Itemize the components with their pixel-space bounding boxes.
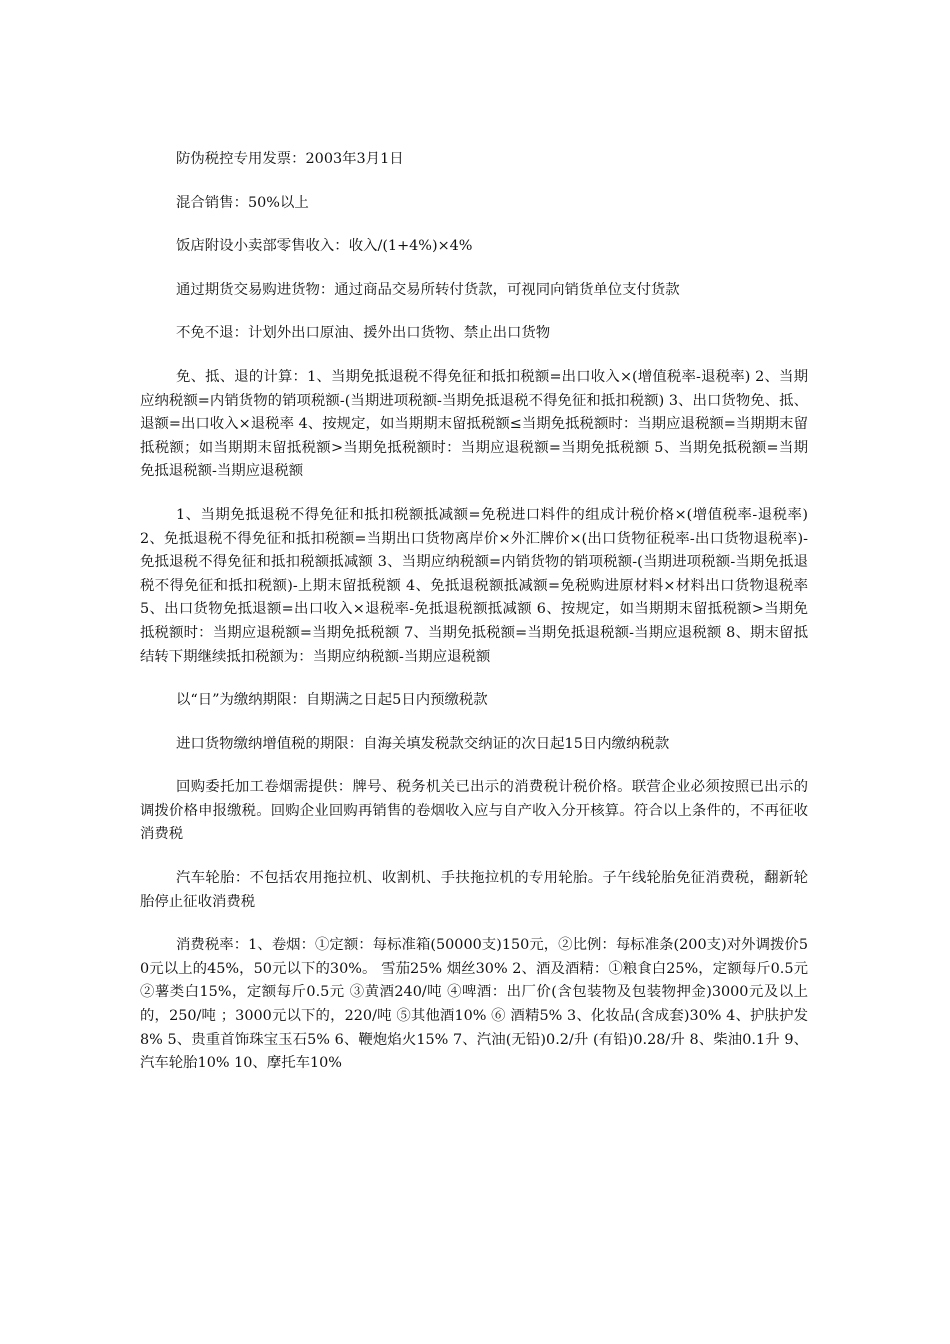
document-body bbox=[140, 148, 808, 1096]
paragraph-car-tires: 汽车轮胎：不包括农用拖拉机、收割机、手扶拖拉机的专用轮胎。子午线轮胎免征消费税，翻新轮胎停止征收消费税 bbox=[140, 870, 808, 910]
paragraph-exemption-calculation: 免、抵、退的计算：1、当期免抵退税不得免征和抵扣税额=出口收入×(增值税率-退税率) 2、当期应纳税额=内销货物的销项税额-(当期进项税额-当期免抵退税不得免征和抵扣税额) 3、出口货物免、抵、退额=出口收入×退税率 4、按规定，如当期期末留抵税额≤当期免抵税额时：当期应退税额=当期期末留抵税额；如当期期末留抵税额>当期免抵税额时：当期应退税额=当期免抵税额 5、当期免抵税额=当期免抵退税额-当期应退税额 bbox=[140, 368, 808, 480]
paragraph-offset-calculation: 1、当期免抵退税不得免征和抵扣税额抵减额=免税进口料件的组成计税价格×(增值税率-退税率) 2、免抵退税不得免征和抵扣税额=当期出口货物离岸价×外汇牌价×(出口货物征税率-出口货物退税率)-免抵退税不得免征和抵扣税额抵减额 3、当期应纳税额=内销货物的销项税额-(当期进项税额-当期免抵退税不得免征和抵扣税额)-上期末留抵税额 4、免抵退税额抵减额=免税购进原材料×材料出口货物退税率 5、出口货物免抵退额=出口收入×退税率-免抵退税额抵减额 6、按规定，如当期期末留抵税额>当期免抵税额时：当期应退税额=当期免抵税额 7、当期免抵税额=当期免抵退税额-当期应退税额 8、期末留抵结转下期继续抵扣税额为：当期应纳税额-当期应退税额 bbox=[140, 506, 808, 665]
paragraph-futures-purchase: 通过期货交易购进货物：通过商品交易所转付货款，可视同向销货单位支付货款 bbox=[176, 281, 680, 298]
paragraph-cigarette-buyback: 回购委托加工卷烟需提供：牌号、税务机关已出示的消费税计税价格。联营企业必须按照已出示的调拨价格申报缴税。回购企业回购再销售的卷烟收入应与自产收入分开核算。符合以上条件的，不再征收消费税 bbox=[140, 779, 808, 843]
paragraph-invoice-date: 防伪税控专用发票：2003年3月1日 bbox=[176, 151, 404, 167]
paragraph-no-exemption: 不免不退：计划外出口原油、援外出口货物、禁止出口货物 bbox=[176, 325, 551, 342]
paragraph-daily-payment: 以“日”为缴纳期限：自期满之日起5日内预缴税款 bbox=[176, 692, 488, 709]
paragraph-import-vat-deadline: 进口货物缴纳增值税的期限：自海关填发税款交纳证的次日起15日内缴纳税款 bbox=[176, 735, 670, 752]
paragraph-restaurant-shop: 饭店附设小卖部零售收入：收入/(1+4%)×4% bbox=[176, 238, 473, 255]
paragraph-mixed-sales: 混合销售：50%以上 bbox=[176, 194, 309, 211]
paragraph-consumption-tax-rates: 消费税率：1、卷烟：①定额：每标准箱(50000支)150元，②比例：每标准条(200支)对外调拨价50元以上的45%，50元以下的30%。 雪茄25% 烟丝30% 2、酒及酒精：①粮食白25%，定额每斤0.5元 ②薯类白15%，定额每斤0.5元 ③黄酒240/吨 ④啤酒：出厂价(含包装物及包装物押金)3000元及以上的，250/吨 ；3000元以下的，220/吨 ⑤其他酒10% ⑥ 酒精5% 3、化妆品(含成套)30% 4、护肤护发8% 5、贵重首饰珠宝玉石5% 6、鞭炮焰火15% 7、汽油(无铅)0.2/升 (有铅)0.28/升 8、柴油0.1升 9、汽车轮胎10% 10、摩托车10% bbox=[140, 937, 808, 1072]
